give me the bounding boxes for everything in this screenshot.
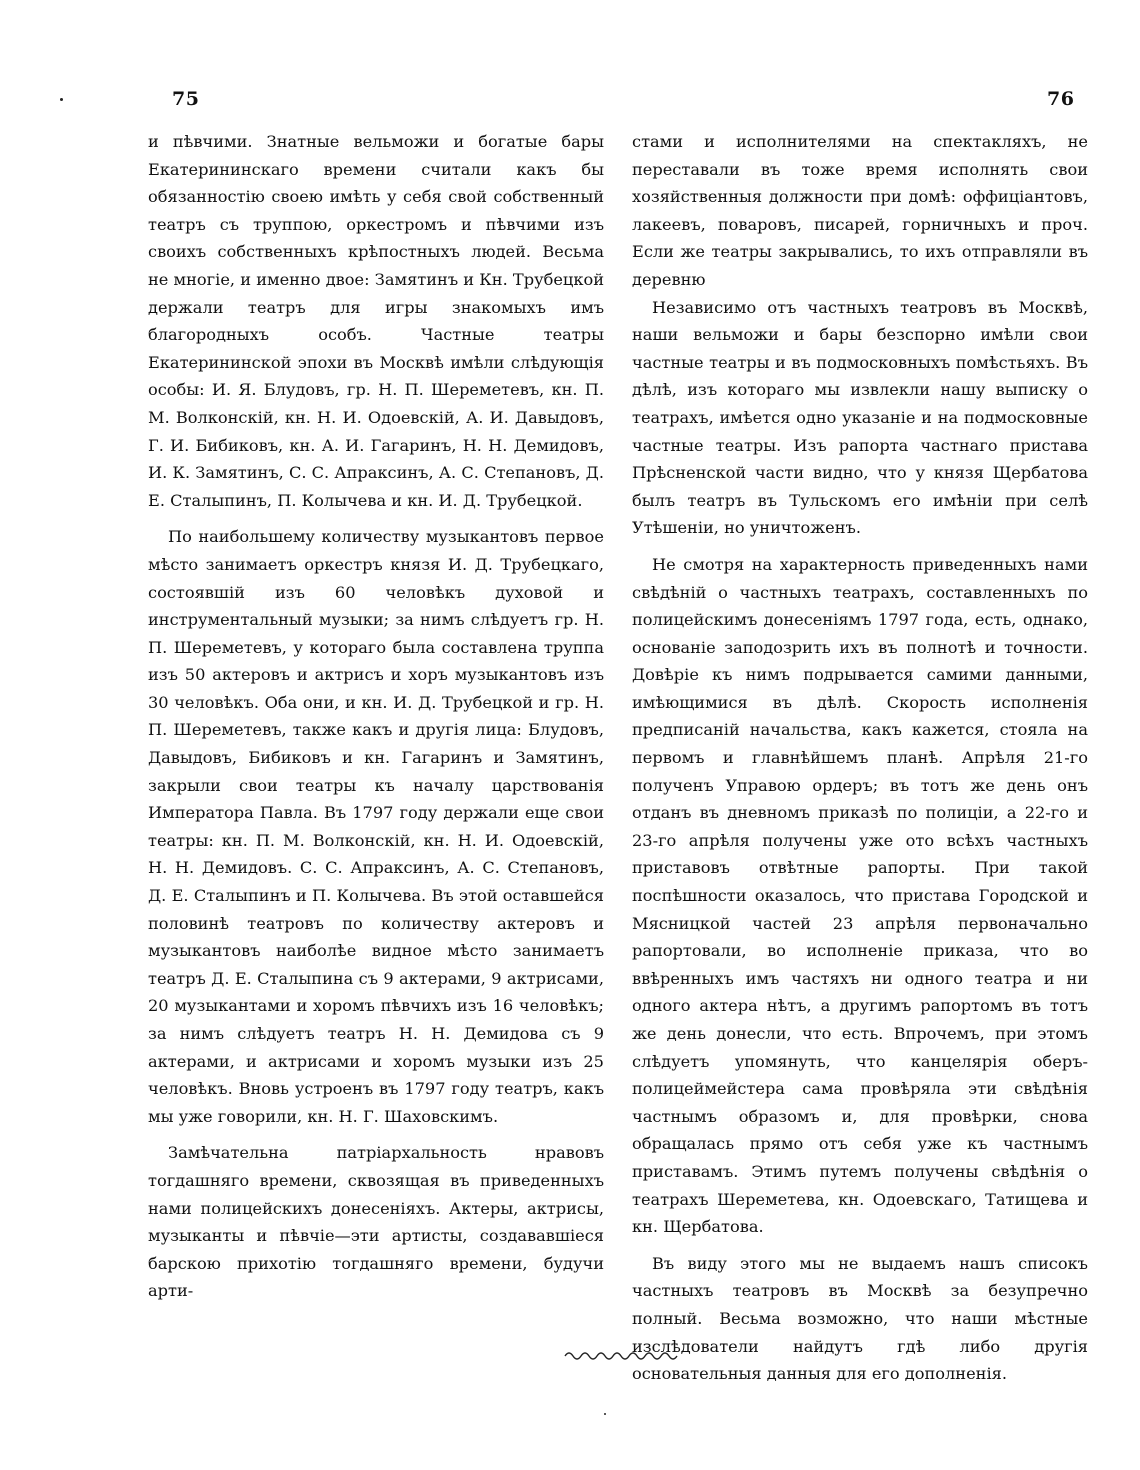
paragraph: Не смотря на характерность приведенныхъ нами свѣдѣній о частныхъ театрахъ, составленныхъ по полицейскимъ донесеніямъ 1797 года, есть, однако, основаніе заподозрить ихъ въ полнотѣ и точности. Довѣріе къ нимъ подрывается самими данными, имѣющимися въ дѣлѣ. Скорость исполненія предписаній начальства, какъ кажется, стояла на первомъ и главнѣйшемъ планѣ. Апрѣля 21-го полученъ Управою ордеръ; въ тотъ же день онъ отданъ въ дневномъ приказѣ по полиціи, а 22-го и 23-го апрѣля получены уже ото всѣхъ частныхъ приставовъ отвѣтные рапорты. При такой поспѣшности оказалось, что пристава Городской и Мясницкой частей 23 апрѣля первоначально рапортовали, во исполненіе приказа, что во ввѣренныхъ имъ частяхъ ни одного театра и ни одного актера нѣтъ, а другимъ рапортомъ въ тотъ же день донесли, что есть. Впрочемъ, при этомъ слѣдуетъ упомянуть, что канцелярія оберъ-полицеймейстера сама провѣряла эти свѣдѣнія частнымъ образомъ и, для провѣрки, снова обращалась прямо отъ себя уже къ частнымъ приставамъ. Этимъ путемъ получены свѣдѣнія о театрахъ Шереметева, кн. Одоевскаго, Татищева и кн. Щербатова. (632, 554, 1088, 1237)
page-number-left: 75 (172, 88, 200, 110)
paragraph: и пѣвчими. Знатные вельможи и богатые бары Екатерининскаго времени считали какъ бы обязанностію своею имѣть у себя свой собственный театръ съ труппою, оркестромъ и пѣвчими изъ своихъ собственныхъ крѣпостныхъ людей. Весьма не многіе, и именно двое: Замятинъ и Кн. Трубецкой держали театръ для игры знакомыхъ имъ благородныхъ особъ. Частные театры Екатерининской эпохи въ Москвѣ имѣли слѣдующія особы: И. Я. Блудовъ, гр. Н. П. Шереметевъ, кн. П. М. Волконскій, кн. Н. И. Одоевскій, А. И. Давыдовъ, Г. И. Бибиковъ, кн. А. И. Гагаринъ, Н. Н. Демидовъ, И. К. Замятинъ, С. С. Апраксинъ, А. С. Степановъ, Д. Е. Сталыпинъ, П. Колычева и кн. И. Д. Трубецкой. (148, 132, 604, 510)
paragraph: По наибольшему количеству музыкантовъ первое мѣсто занимаетъ оркестръ князя И. Д. Трубецкаго, состоявшій изъ 60 человѣкъ духовой и инструментальный музыки; за нимъ слѣдуетъ гр. Н. П. Шереметевъ, у котораго была составлена труппа изъ 50 актеровъ и актрисъ и хоръ музыкантовъ изъ 30 человѣкъ. Оба они, и кн. И. Д. Трубецкой и гр. Н. П. Шереметевъ, также какъ и другія лица: Блудовъ, Давыдовъ, Бибиковъ и кн. Гагаринъ и Замятинъ, закрыли свои театры къ началу царствованія Императора Павла. Въ 1797 году держали еще свои театры: кн. П. М. Волконскій, кн. Н. И. Одоевскій, Н. Н. Демидовъ. С. С. Апраксинъ, А. С. Степановъ, Д. Е. Сталыпинъ и П. Колычева. Въ этой оставшейся половинѣ театровъ по количеству актеровъ и музыкантовъ наиболѣе видное мѣсто занимаетъ театръ Д. Е. Сталыпина съ 9 актерами, 9 актрисами, 20 музыкантами и хоромъ пѣвчихъ изъ 16 человѣкъ; за нимъ слѣдуетъ театръ Н. Н. Демидова съ 9 актерами, и актрисами и хоромъ музыки изъ 25 человѣкъ. Вновь устроенъ въ 1797 году театръ, какъ мы уже говорили, кн. Н. Г. Шаховскимъ. (148, 527, 604, 1126)
paragraph: Замѣчательна патріархальность нравовъ тогдашняго времени, сквозящая въ приведенныхъ нами полицейскихъ донесеніяхъ. Актеры, актрисы, музыканты и пѣвчіе—эти артисты, создававшіеся барскою прихотію тогдашняго времени, будучи арти- (148, 1143, 604, 1301)
paragraph: Въ виду этого мы не выдаемъ нашъ списокъ частныхъ театровъ въ Москвѣ за безупречно полный. Весьма возможно, что наши мѣстные изслѣдователи найдутъ гдѣ либо другія основательныя данныя для его дополненія. (632, 1253, 1088, 1384)
paragraph: Независимо отъ частныхъ театровъ въ Москвѣ, наши вельможи и бары безспорно имѣли свои частные театры и въ подмосковныхъ помѣстьяхъ. Въ дѣлѣ, изъ котораго мы извлекли нашу выписку о театрахъ, имѣется одно указаніе и на подмосковные частные театры. Изъ рапорта частнаго пристава Прѣсненской части видно, что у князя Щербатова былъ театръ въ Тульскомъ его имѣніи при селѣ Утѣшеніи, но уничтоженъ. (632, 297, 1088, 538)
scan-speck (60, 98, 63, 101)
paragraph: стами и исполнителями на спектакляхъ, не переставали въ тоже время исполнять свои хозяйственныя должности при домѣ: оффиціантовъ, лакеевъ, поваровъ, писарей, горничныхъ и проч. Если же театры закрывались, то ихъ отправляли въ деревню (632, 132, 1088, 289)
scan-speck (604, 1413, 606, 1415)
wave-ornament-divider (563, 1348, 681, 1362)
right-column (632, 128, 1088, 1388)
left-column (148, 128, 604, 1305)
page-number-right: 76 (1047, 88, 1075, 110)
